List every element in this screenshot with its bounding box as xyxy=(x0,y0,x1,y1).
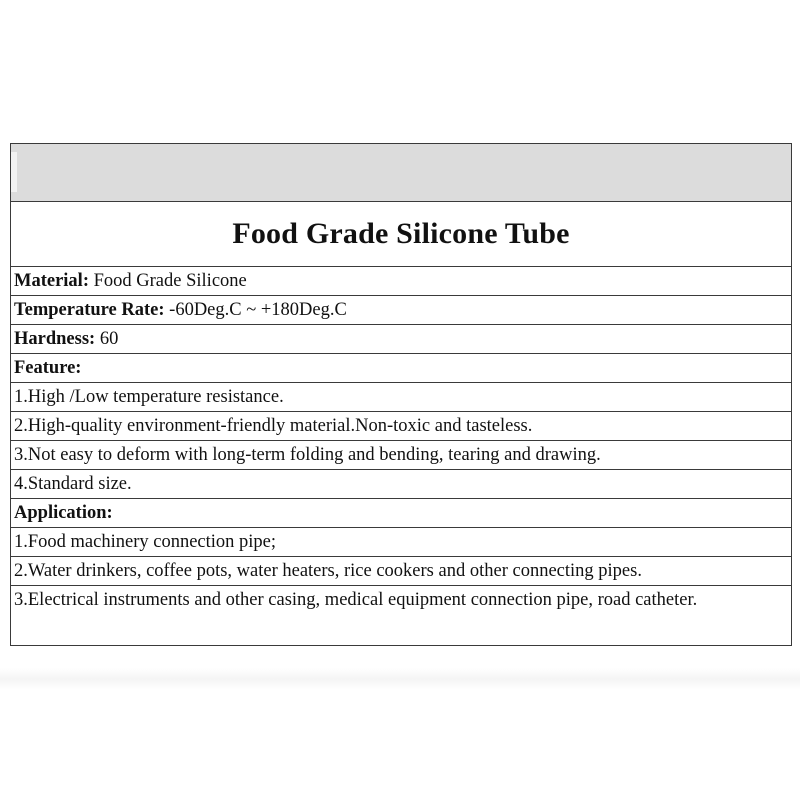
feature-heading xyxy=(11,354,791,383)
feature-item xyxy=(11,441,791,470)
header-notch xyxy=(11,152,17,192)
spec-value: -60Deg.C ~ +180Deg.C xyxy=(164,300,347,320)
spec-row-temperature xyxy=(11,296,791,325)
header-band xyxy=(11,144,791,202)
feature-item xyxy=(11,383,791,412)
spec-value: Food Grade Silicone xyxy=(89,271,247,291)
feature-item xyxy=(11,470,791,499)
section-heading: Application: xyxy=(14,503,113,523)
spec-label: Material: xyxy=(14,271,89,291)
list-item: 3.Electrical instruments and other casing, medical equipment connection pipe, road catheter. xyxy=(14,590,698,610)
section-heading: Feature: xyxy=(14,358,82,378)
bottom-shadow xyxy=(0,668,800,690)
list-item: 2.Water drinkers, coffee pots, water heaters, rice cookers and other connecting pipes. xyxy=(14,561,642,581)
spec-label: Hardness: xyxy=(14,329,96,349)
spec-value: 60 xyxy=(95,329,119,349)
spec-row-material xyxy=(11,267,791,296)
page-title: Food Grade Silicone Tube xyxy=(232,217,570,250)
spec-table xyxy=(10,143,792,646)
application-item xyxy=(11,586,791,645)
title-row xyxy=(11,202,791,267)
list-item: 3.Not easy to deform with long-term folding and bending, tearing and drawing. xyxy=(14,445,601,465)
spec-label: Temperature Rate: xyxy=(14,300,165,320)
application-item xyxy=(11,557,791,586)
application-item xyxy=(11,528,791,557)
list-item: 1.High /Low temperature resistance. xyxy=(14,387,284,407)
list-item: 4.Standard size. xyxy=(14,474,132,494)
feature-item xyxy=(11,412,791,441)
application-heading xyxy=(11,499,791,528)
list-item: 2.High-quality environment-friendly material.Non-toxic and tasteless. xyxy=(14,416,533,436)
spec-row-hardness xyxy=(11,325,791,354)
list-item: 1.Food machinery connection pipe; xyxy=(14,532,277,552)
